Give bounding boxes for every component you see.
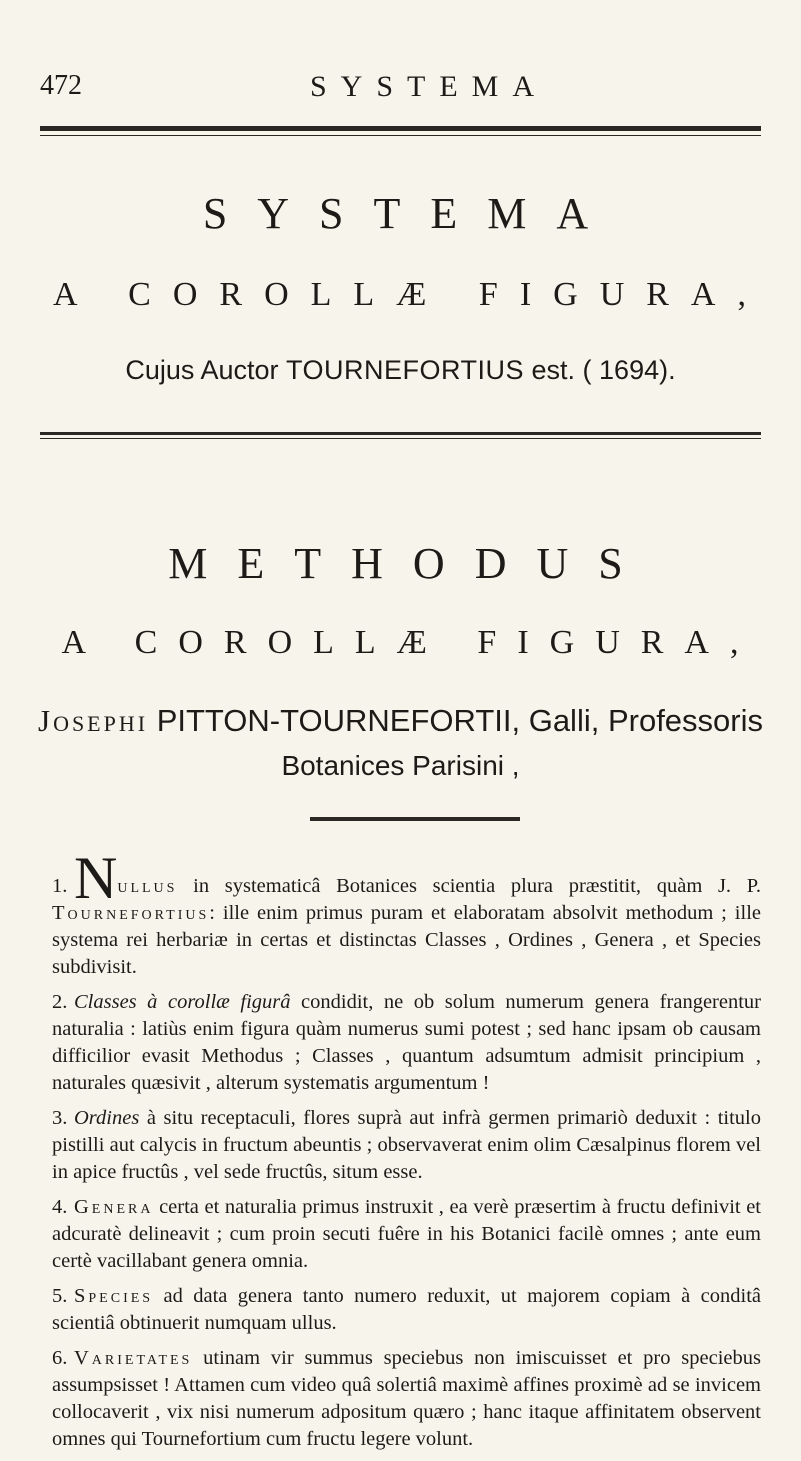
paragraph-3: 3. Ordines à situ receptaculi, flores suprà aut infrà germen primariò deduxit : titulo pistilli aut calycis in fructum abeuntis ; observaverat enim olim Cæsalpinus florem vel in apice fructûs , vel sede fructûs, situm esse. (52, 1107, 761, 1183)
ornament-rule (310, 817, 520, 821)
paragraph-5: 5. Species ad data genera tanto numero reduxit, ut majorem copiam à conditâ scientiâ obtinuerit numquam ullus. (52, 1285, 761, 1334)
header-rule (40, 126, 761, 131)
paragraph-6: 6. Varietates utinam vir summus speciebus non imiscuisset et pro speciebus assumpsisset ! Attamen cum video quâ solertiâ maximè affines proximè ad se invicem collocaverit , vix nisi numerum adpositum quæro ; hanc itaque affinitatem observent omnes qui Tournefortium cum fructu legere volunt. (52, 1347, 761, 1450)
cujus-prefix: Cujus Auctor (125, 355, 286, 385)
running-title: SYSTEMA (310, 70, 549, 103)
paragraph-1: 1. Nullus in systematicâ Botanices scientia plura præstitit, quàm J. P. Tournefortius: ille enim primus puram et elaboratam absolvit methodum ; ille systema rei herbariæ in certas et distinctas Classes , Ordines , Genera , et Species subdivisit. (52, 845, 761, 978)
cujus-suffix: est. ( 1694). (524, 355, 676, 385)
running-head (40, 70, 761, 110)
section-rule (40, 432, 761, 435)
author-prefix: Josephi (38, 703, 149, 738)
author-name: PITTON-TOURNEFORTII, Galli, Professoris (148, 703, 763, 738)
methodus-author (0, 703, 801, 739)
body-text (52, 845, 761, 1461)
header-rule-thin (40, 135, 761, 136)
drop-cap: N (74, 845, 118, 911)
paragraph-2: 2. Classes à corollæ figurâ condidit, ne ob solum numerum genera frangerentur naturalia : latiùs enim figura quàm numerus sumi potest ; sed hanc ipsam ob causam difficilior evasit Methodus ; Classes , quantum adsumtum admisit principium , naturales quæsivit , alterum systematis argumentum ! (52, 991, 761, 1094)
page-number: 472 (40, 70, 82, 101)
methodus-subtitle: A COROLLÆ FIGURA, (61, 624, 760, 661)
section-rule-thin (40, 438, 761, 439)
paragraph-4: 4. Genera certa et naturalia primus instruxit , ea verè præsertim à fructu definivit et adcuratè delineavit ; cum proin secuti fuêre in his Botanici facilè omnes ; ante eum certè vacillabant genera omnia. (52, 1196, 761, 1272)
systema-title: SYSTEMA (202, 189, 619, 238)
methodus-title: METHODUS (168, 539, 653, 588)
methodus-author-line2: Botanices Parisini , (281, 750, 520, 781)
systema-author-line (0, 355, 801, 386)
cujus-name: TOURNEFORTIUS (285, 355, 525, 385)
systema-subtitle: A COROLLÆ FIGURA, (53, 276, 768, 313)
